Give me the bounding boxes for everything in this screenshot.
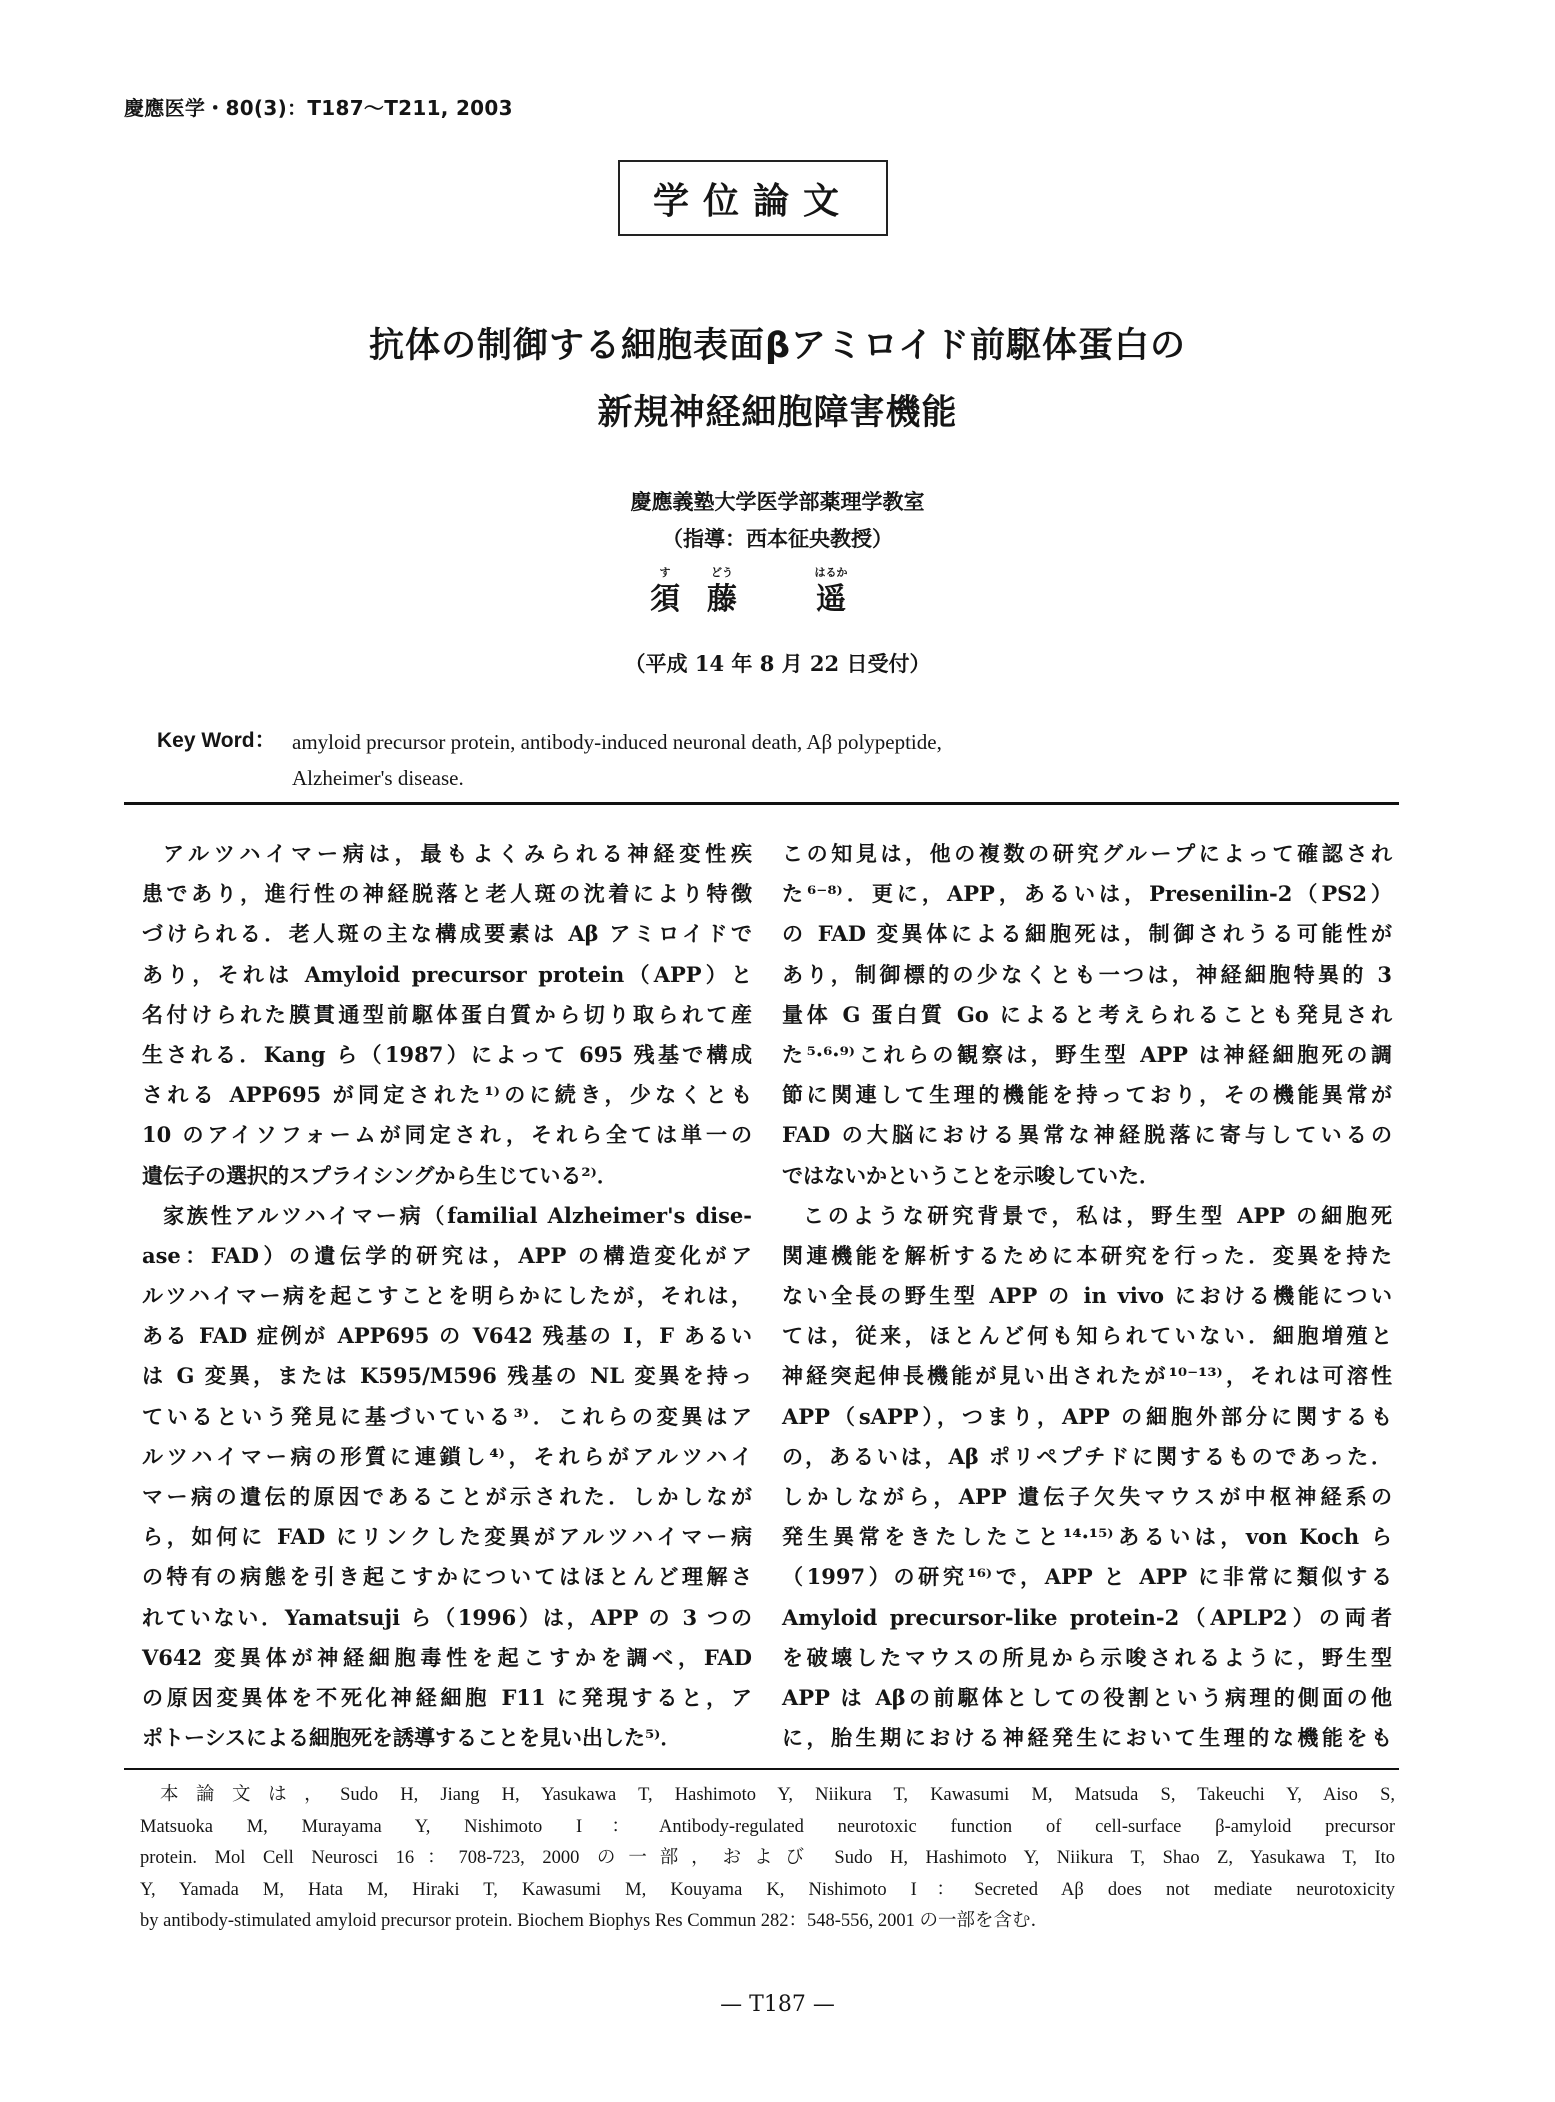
body-line: に，胎生期における神経発生において生理的な機能をも [782, 1725, 1392, 1751]
body-line: の FAD 変異体による細胞死は，制御されうる可能性が [782, 921, 1392, 947]
body-line: 量体 G 蛋白質 Go によると考えられることも発見され [782, 1001, 1392, 1027]
author-name [0, 566, 1555, 636]
footnote-divider [124, 1768, 1399, 1770]
author-ruby: はるか [814, 566, 848, 579]
received-date: （平成 14 年 8 月 22 日受付） [624, 651, 931, 676]
body-line: ポトーシスによる細胞死を誘導することを見い出した⁵⁾． [142, 1725, 682, 1751]
body-line: ではないかということを示唆していた． [782, 1162, 1160, 1188]
author-ruby: す [659, 566, 671, 579]
body-line: 生される．Kang ら（1987）によって 695 残基で構成 [142, 1041, 752, 1067]
body-line: の特有の病態を引き起こすかについてはほとんど理解さ [142, 1564, 752, 1590]
body-line: される APP695 が同定された¹⁾のに続き，少なくとも [142, 1082, 752, 1108]
footnote-line: protein. Mol Cell Neurosci 16：708-723, 2000 の一部，および Sudo H, Hashimoto Y, Niikura T, Shao Z, Yasukawa T, Ito [140, 1848, 1395, 1868]
affiliation-supervisor: （指導：西本征央教授） [662, 526, 893, 551]
author-kanji: 遥 [816, 582, 846, 617]
body-line: APP は Aβの前駆体としての役割という病理的側面の他 [782, 1684, 1392, 1710]
body-line: は G 変異，または K595/M596 残基の NL 変異を持っ [142, 1363, 752, 1389]
body-line: た⁶⁻⁸⁾．更に，APP，あるいは，Presenilin-2（PS2） [782, 881, 1392, 907]
body-line: マー病の遺伝的原因であることが示された．しかしなが [142, 1484, 752, 1509]
body-line: 関連機能を解析するために本研究を行った．変異を持た [782, 1242, 1392, 1268]
body-line: 遺伝子の選択的スプライシングから生じている²⁾． [142, 1162, 618, 1188]
author-kanji: 藤 [707, 582, 737, 617]
body-line: 家族性アルツハイマー病（familial Alzheimer's dise- [163, 1202, 752, 1228]
body-line: 患であり，進行性の神経脱落と老人斑の沈着により特徴 [142, 881, 752, 907]
body-line: この知見は，他の複数の研究グループによって確認され [782, 841, 1392, 866]
body-line: の，あるいは，Aβ ポリペプチドに関するものであった． [782, 1443, 1392, 1469]
body-line: ては，従来，ほとんど何も知られていない．細胞増殖と [782, 1323, 1392, 1349]
author-char [640, 566, 690, 620]
title-line-2: 新規神経細胞障害機能 [597, 393, 958, 433]
keywords-label: Key Word： [157, 729, 276, 752]
keywords-text [292, 724, 1392, 796]
author-char [806, 566, 856, 620]
body-left-column [142, 834, 752, 1758]
body-line: 神経突起伸長機能が見い出されたが¹⁰⁻¹³⁾，それは可溶性 [782, 1363, 1392, 1389]
body-line: 発生異常をきたしたこと¹⁴·¹⁵⁾あるいは，von Koch ら [782, 1524, 1392, 1550]
footnote-line: Y, Yamada M, Hata M, Hiraki T, Kawasumi M, Kouyama K, Nishimoto I：Secreted Aβ does not mediate neurotoxicity [140, 1879, 1395, 1900]
body-line: Amyloid precursor-like protein-2（APLP2）の両者 [782, 1604, 1392, 1630]
author-char [697, 566, 747, 620]
footnote-line: Matsuoka M, Murayama Y, Nishimoto I：Antibody-regulated neurotoxic function of cell-surface β-amyloid precursor [140, 1816, 1395, 1837]
keywords-line-2: Alzheimer's disease. [292, 766, 464, 790]
keywords-line-1: amyloid precursor protein, antibody-induced neuronal death, Aβ polypeptide, [292, 730, 942, 754]
body-line: づけられる．老人斑の主な構成要素は Aβ アミロイドで [142, 921, 752, 947]
body-line: ルツハイマー病の形質に連鎖し⁴⁾，それらがアルツハイ [142, 1443, 752, 1469]
body-line: ase：FAD）の遺伝学的研究は，APP の構造変化がア [142, 1242, 752, 1268]
body-line: このような研究背景で，私は，野生型 APP の細胞死 [803, 1202, 1392, 1228]
author-ruby: どう [711, 566, 733, 579]
body-line: あり，制御標的の少なくとも一つは，神経細胞特異的 3 [782, 961, 1392, 987]
body-line: あり，それは Amyloid precursor protein（APP）と [142, 961, 752, 987]
body-line: た⁵·⁶·⁹⁾これらの観察は，野生型 APP は神経細胞死の調 [782, 1041, 1392, 1067]
footnote-line: 本論文は，Sudo H, Jiang H, Yasukawa T, Hashimoto Y, Niikura T, Kawasumi M, Matsuda S, Takeuchi Y, Aiso S, [160, 1785, 1395, 1805]
body-line: ある FAD 症例が APP695 の V642 残基の I，F あるい [142, 1323, 752, 1349]
body-line: V642 変異体が神経細胞毒性を起こすかを調べ，FAD [142, 1644, 752, 1670]
body-line: の原因変異体を不死化神経細胞 F11 に発現すると，ア [142, 1684, 752, 1710]
body-line: FAD の大脳における異常な神経脱落に寄与しているの [782, 1122, 1392, 1148]
body-line: 名付けられた膜貫通型前駆体蛋白質から切り取られて産 [142, 1001, 752, 1027]
body-line: れていない．Yamatsuji ら（1996）は，APP の 3 つの [142, 1604, 752, 1630]
body-line: ら，如何に FAD にリンクした変異がアルツハイマー病 [142, 1524, 752, 1550]
footnote [140, 1780, 1395, 1938]
body-line: アルツハイマー病は，最もよくみられる神経変性疾 [163, 841, 752, 866]
title-line-1: 抗体の制御する細胞表面βアミロイド前駆体蛋白の [368, 326, 1186, 366]
body-line: APP（sAPP），つまり，APP の細胞外部分に関するも [782, 1403, 1392, 1429]
body-line: 10 のアイソフォームが同定され，それら全ては単一の [142, 1122, 752, 1148]
body-line: ルツハイマー病を起こすことを明らかにしたが，それは， [142, 1283, 752, 1309]
footnote-line: by antibody-stimulated amyloid precursor protein. Biochem Biophys Res Commun 282：548-556, 2001 の一部を含む． [140, 1911, 1049, 1931]
body-line: ているという発見に基づいている³⁾．これらの変異はア [142, 1403, 752, 1429]
body-line: （1997）の研究¹⁶⁾で，APP と APP に非常に類似する [782, 1564, 1392, 1590]
body-right-column [782, 834, 1392, 1758]
header-divider [124, 802, 1399, 805]
author-kanji: 須 [650, 582, 680, 617]
body-line: 節に関連して生理的機能を持っており，その機能異常が [782, 1082, 1392, 1108]
page-number: — T187 — [720, 1992, 835, 2017]
running-head: 慶應医学・80(3)：T187～T211, 2003 [124, 96, 513, 120]
body-line: しかしながら，APP 遺伝子欠失マウスが中枢神経系の [782, 1484, 1392, 1509]
body-line: ない全長の野生型 APP の in vivo における機能につい [782, 1283, 1392, 1309]
affiliation-department: 慶應義塾大学医学部薬理学教室 [630, 489, 925, 514]
article-type-box: 学位論文 [618, 160, 888, 236]
body-line: を破壊したマウスの所見から示唆されるように，野生型 [782, 1644, 1392, 1670]
